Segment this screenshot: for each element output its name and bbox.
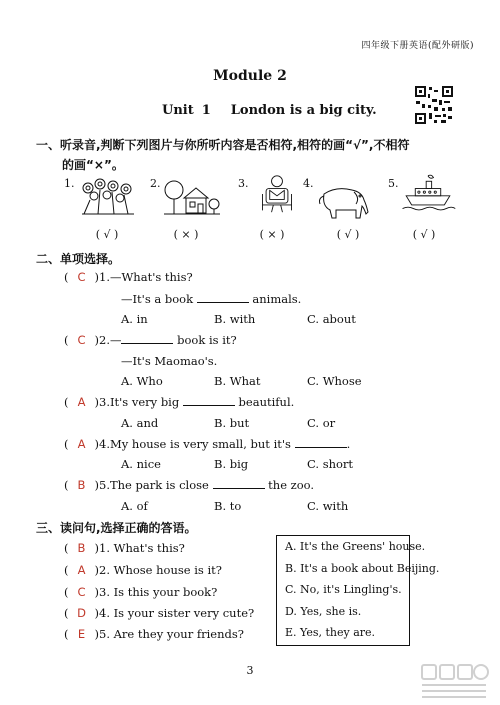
answer-blank[interactable] xyxy=(197,292,249,303)
picture-number: 5. xyxy=(388,177,399,190)
answer: A xyxy=(77,437,86,451)
option: C. short xyxy=(307,457,354,471)
flowers-icon xyxy=(78,176,138,216)
matching-question: ( B )1. What's this? xyxy=(64,541,185,555)
picture-number: 3. xyxy=(238,177,249,190)
question-5: ( B )5.The park is close the zoo. xyxy=(64,478,315,492)
option: C. or xyxy=(307,416,336,430)
ship-icon xyxy=(398,174,458,214)
answer-blank[interactable] xyxy=(295,437,347,448)
answer-mark: ( × ) xyxy=(173,228,199,241)
house-icon xyxy=(162,176,222,216)
answer-choice: A. It's the Greens' house. xyxy=(285,540,426,553)
answer-mark: ( √ ) xyxy=(336,228,360,241)
option: A. nice xyxy=(121,457,161,471)
picture-number: 1. xyxy=(64,177,75,190)
book-title: 四年级下册英语(配外研版) xyxy=(361,41,474,51)
option: B. with xyxy=(214,312,256,326)
option: A. of xyxy=(121,499,148,513)
answer: A xyxy=(77,395,86,409)
watermark-logo-icon xyxy=(418,661,490,699)
answer-choices-box xyxy=(276,535,440,646)
answer-choice: D. Yes, she is. xyxy=(285,604,362,618)
qr-code-icon[interactable] xyxy=(414,85,454,125)
question-3: ( A )3.It's very big beautiful. xyxy=(64,395,295,409)
option: C. Whose xyxy=(307,374,362,388)
answer: C xyxy=(77,333,86,347)
option: B. to xyxy=(214,499,242,513)
picture-number: 4. xyxy=(303,177,314,190)
answer: E xyxy=(77,627,86,641)
question-1: ( C )1.—What's this? xyxy=(64,270,193,284)
answer: B xyxy=(77,541,86,555)
matching-question: ( A )2. Whose house is it? xyxy=(64,563,222,577)
answer-blank[interactable] xyxy=(183,395,235,406)
matching-question: ( E )5. Are they your friends? xyxy=(64,627,244,641)
option: C. about xyxy=(307,312,356,326)
option: B. big xyxy=(214,457,249,471)
option: C. with xyxy=(307,499,349,513)
answer: D xyxy=(77,606,86,620)
answer-mark: ( √ ) xyxy=(412,228,436,241)
unit-title xyxy=(162,103,377,118)
answer-mark: ( × ) xyxy=(259,228,285,241)
answer-choice: B. It's a book about Beijing. xyxy=(285,561,440,575)
section2-title: 二、单项选择。 xyxy=(36,252,121,266)
matching-question: ( C )3. Is this your book? xyxy=(64,585,218,599)
answer: B xyxy=(77,478,86,492)
option: B. What xyxy=(214,374,261,388)
section3-title: 三、读问句,选择正确的答语。 xyxy=(36,521,197,535)
answer-choice: E. Yes, they are. xyxy=(285,626,376,639)
picture-number: 2. xyxy=(150,177,161,190)
option: A. and xyxy=(121,416,159,430)
answer-blank[interactable] xyxy=(121,333,173,344)
answer-blank[interactable] xyxy=(213,478,265,489)
answer-choice: C. No, it's Lingling's. xyxy=(285,583,402,596)
unit-title-text: London is a big city. xyxy=(230,103,377,118)
unit-label: Unit xyxy=(162,103,194,118)
person-reading-icon xyxy=(247,174,307,214)
question-4: ( A )4.My house is very small, but it's . xyxy=(64,437,351,451)
module-title: Module 2 xyxy=(213,68,287,84)
matching-question: ( D )4. Is your sister very cute? xyxy=(64,606,255,620)
question-2-line2: —It's Maomao's. xyxy=(121,354,218,368)
page-number: 3 xyxy=(246,664,254,677)
question-2: ( C )2.— book is it? xyxy=(64,333,237,347)
option: A. in xyxy=(121,312,148,326)
answer: C xyxy=(77,270,86,284)
question-1-line2: —It's a book animals. xyxy=(121,292,302,306)
section1-title-line1: 一、听录音,判断下列图片与你所听内容是否相符,相符的画“√”,不相符 xyxy=(36,138,410,152)
answer-mark: ( √ ) xyxy=(95,228,119,241)
answer: C xyxy=(77,585,86,599)
option: A. Who xyxy=(121,374,163,388)
unit-number: 1 xyxy=(201,103,211,118)
elephant-icon xyxy=(314,182,374,222)
option: B. but xyxy=(214,416,250,430)
answer: A xyxy=(77,563,86,577)
section1-title-line2: 的画“×”。 xyxy=(62,158,124,172)
